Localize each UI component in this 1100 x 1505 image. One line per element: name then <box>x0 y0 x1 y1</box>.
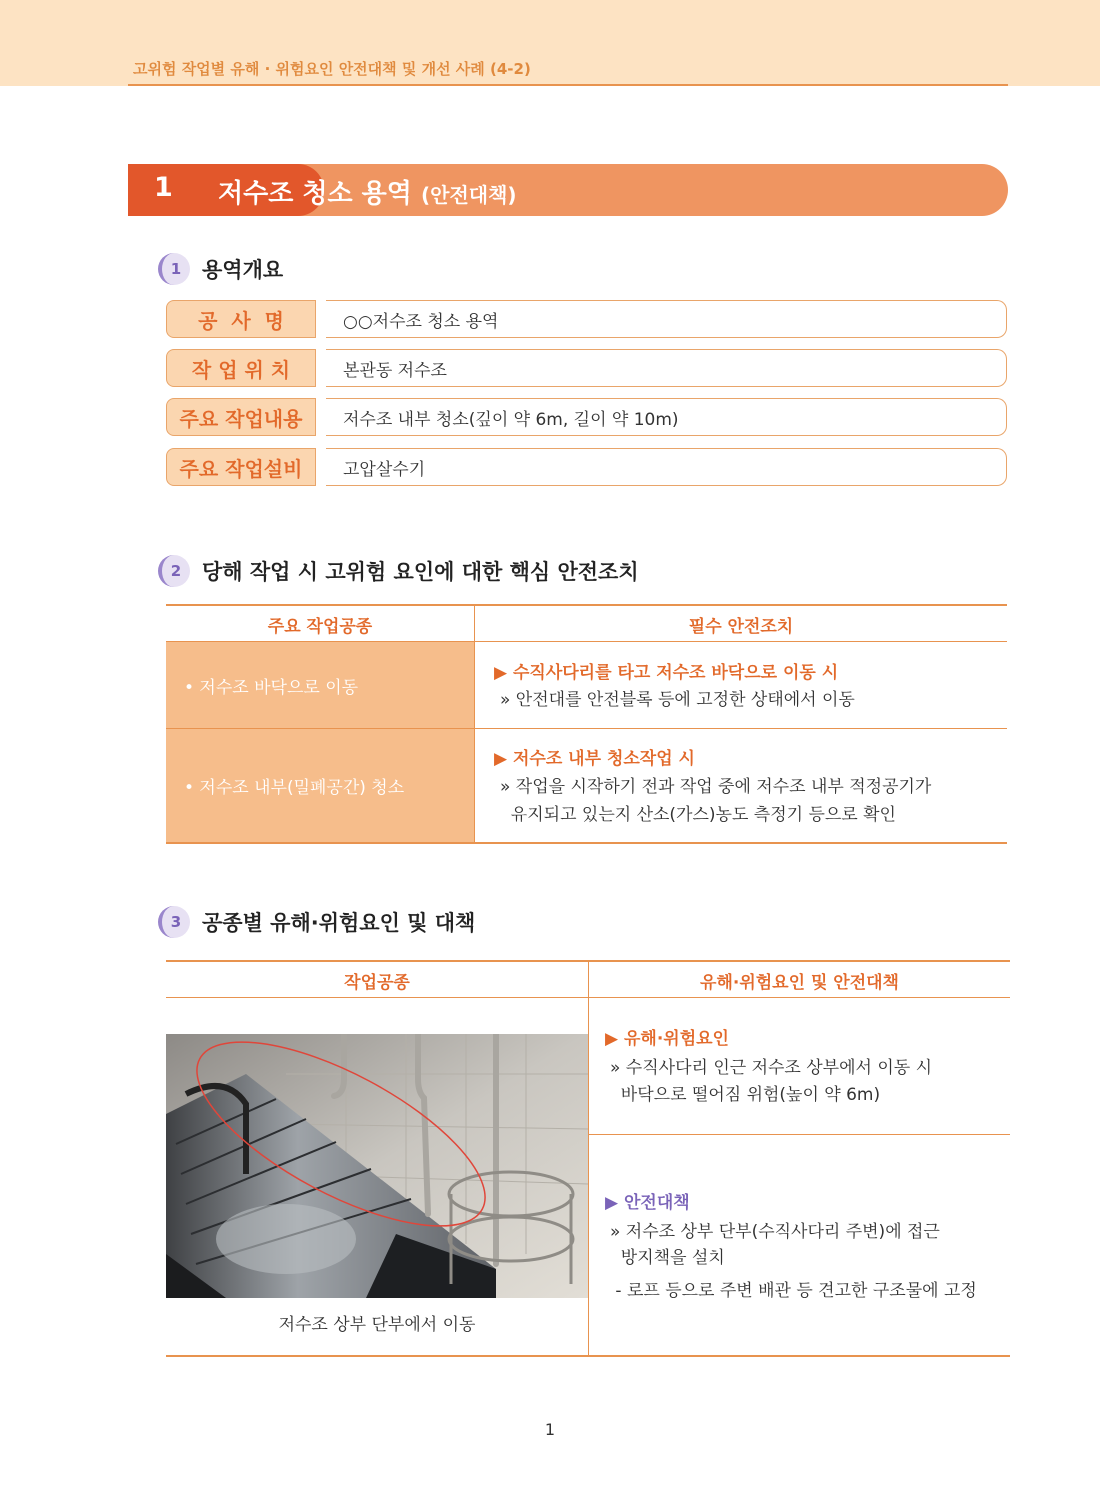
work-photo <box>166 1034 588 1298</box>
overview-value: 고압살수기 <box>326 448 1007 486</box>
chapter-number: 1 <box>154 172 173 203</box>
section1-number: 1 <box>158 253 190 285</box>
photo-caption: 저수조 상부 단부에서 이동 <box>278 1315 476 1335</box>
chapter-title <box>218 173 517 210</box>
section3-number: 3 <box>158 906 190 938</box>
overview-label: 공 사 명 <box>166 300 316 338</box>
measure-title: ▶ 수직사다리를 타고 저수조 바닥으로 이동 시 <box>494 663 839 683</box>
table-top-rule <box>166 604 1007 606</box>
overview-row-main-work <box>166 398 1007 436</box>
measure-line: » 작업을 시작하기 전과 작업 중에 저수조 내부 적정공기가 <box>500 777 932 797</box>
hazard-title: ▶ 유해·위험요인 <box>605 1029 729 1049</box>
measure-line: - 로프 등으로 주변 배관 등 견고한 구조물에 고정 <box>610 1281 977 1301</box>
measure-line: 유지되고 있는지 산소(가스)농도 측정기 등으로 확인 <box>500 805 896 825</box>
table-header-measure: 필수 안전조치 <box>688 617 794 637</box>
section2-title: 당해 작업 시 고위험 요인에 대한 핵심 안전조치 <box>202 560 639 584</box>
hazard-measure-divider <box>589 1134 1010 1135</box>
table-header-hazard: 유해·위험요인 및 안전대책 <box>700 973 899 993</box>
table-column-divider <box>588 962 589 1356</box>
overview-row-project-name <box>166 300 1007 338</box>
work-photo-illustration <box>166 1034 588 1298</box>
section2-number: 2 <box>158 555 190 587</box>
section1-title: 용역개요 <box>202 258 284 282</box>
task-cell: • 저수조 바닥으로 이동 <box>166 642 474 728</box>
running-title: 고위험 작업별 유해 · 위험요인 안전대책 및 개선 사례 (4-2) <box>133 60 531 78</box>
header-rule <box>128 84 1008 86</box>
measure-title: ▶ 안전대책 <box>605 1193 690 1213</box>
task-cell: • 저수조 내부(밀폐공간) 청소 <box>166 729 474 842</box>
overview-value: ○○저수조 청소 용역 <box>326 300 1007 338</box>
table-bottom-rule <box>166 842 1007 844</box>
section3-title: 공종별 유해·위험요인 및 대책 <box>202 911 476 935</box>
section2-heading <box>158 555 639 587</box>
measure-line: » 저수조 상부 단부(수직사다리 주변)에 접근 <box>610 1222 940 1242</box>
page-number: 1 <box>544 1420 556 1439</box>
overview-value: 저수조 내부 청소(깊이 약 6m, 길이 약 10m) <box>326 398 1007 436</box>
overview-value: 본관동 저수조 <box>326 349 1007 387</box>
overview-label: 주요 작업설비 <box>166 448 316 486</box>
overview-label: 작 업 위 치 <box>166 349 316 387</box>
table-bottom-rule <box>166 1355 1010 1357</box>
table-header-task: 작업공종 <box>344 973 410 993</box>
hazard-line: » 수직사다리 인근 저수조 상부에서 이동 시 <box>610 1058 932 1078</box>
chapter-title-bar <box>128 164 1008 216</box>
section1-heading <box>158 253 283 285</box>
chapter-subtitle: (안전대책) <box>420 183 517 207</box>
overview-label: 주요 작업내용 <box>166 398 316 436</box>
measure-line: » 안전대를 안전블록 등에 고정한 상태에서 이동 <box>500 690 855 710</box>
section3-heading <box>158 906 475 938</box>
table-column-divider <box>474 606 475 842</box>
table-header-task: 주요 작업공종 <box>267 617 373 637</box>
measure-line: 방지책을 설치 <box>610 1248 725 1268</box>
overview-row-main-equipment <box>166 448 1007 486</box>
measure-title: ▶ 저수조 내부 청소작업 시 <box>494 749 695 769</box>
hazard-line: 바닥으로 떨어짐 위험(높이 약 6m) <box>610 1085 881 1105</box>
chapter-title-main: 저수조 청소 용역 <box>218 179 412 209</box>
overview-row-work-location <box>166 349 1007 387</box>
